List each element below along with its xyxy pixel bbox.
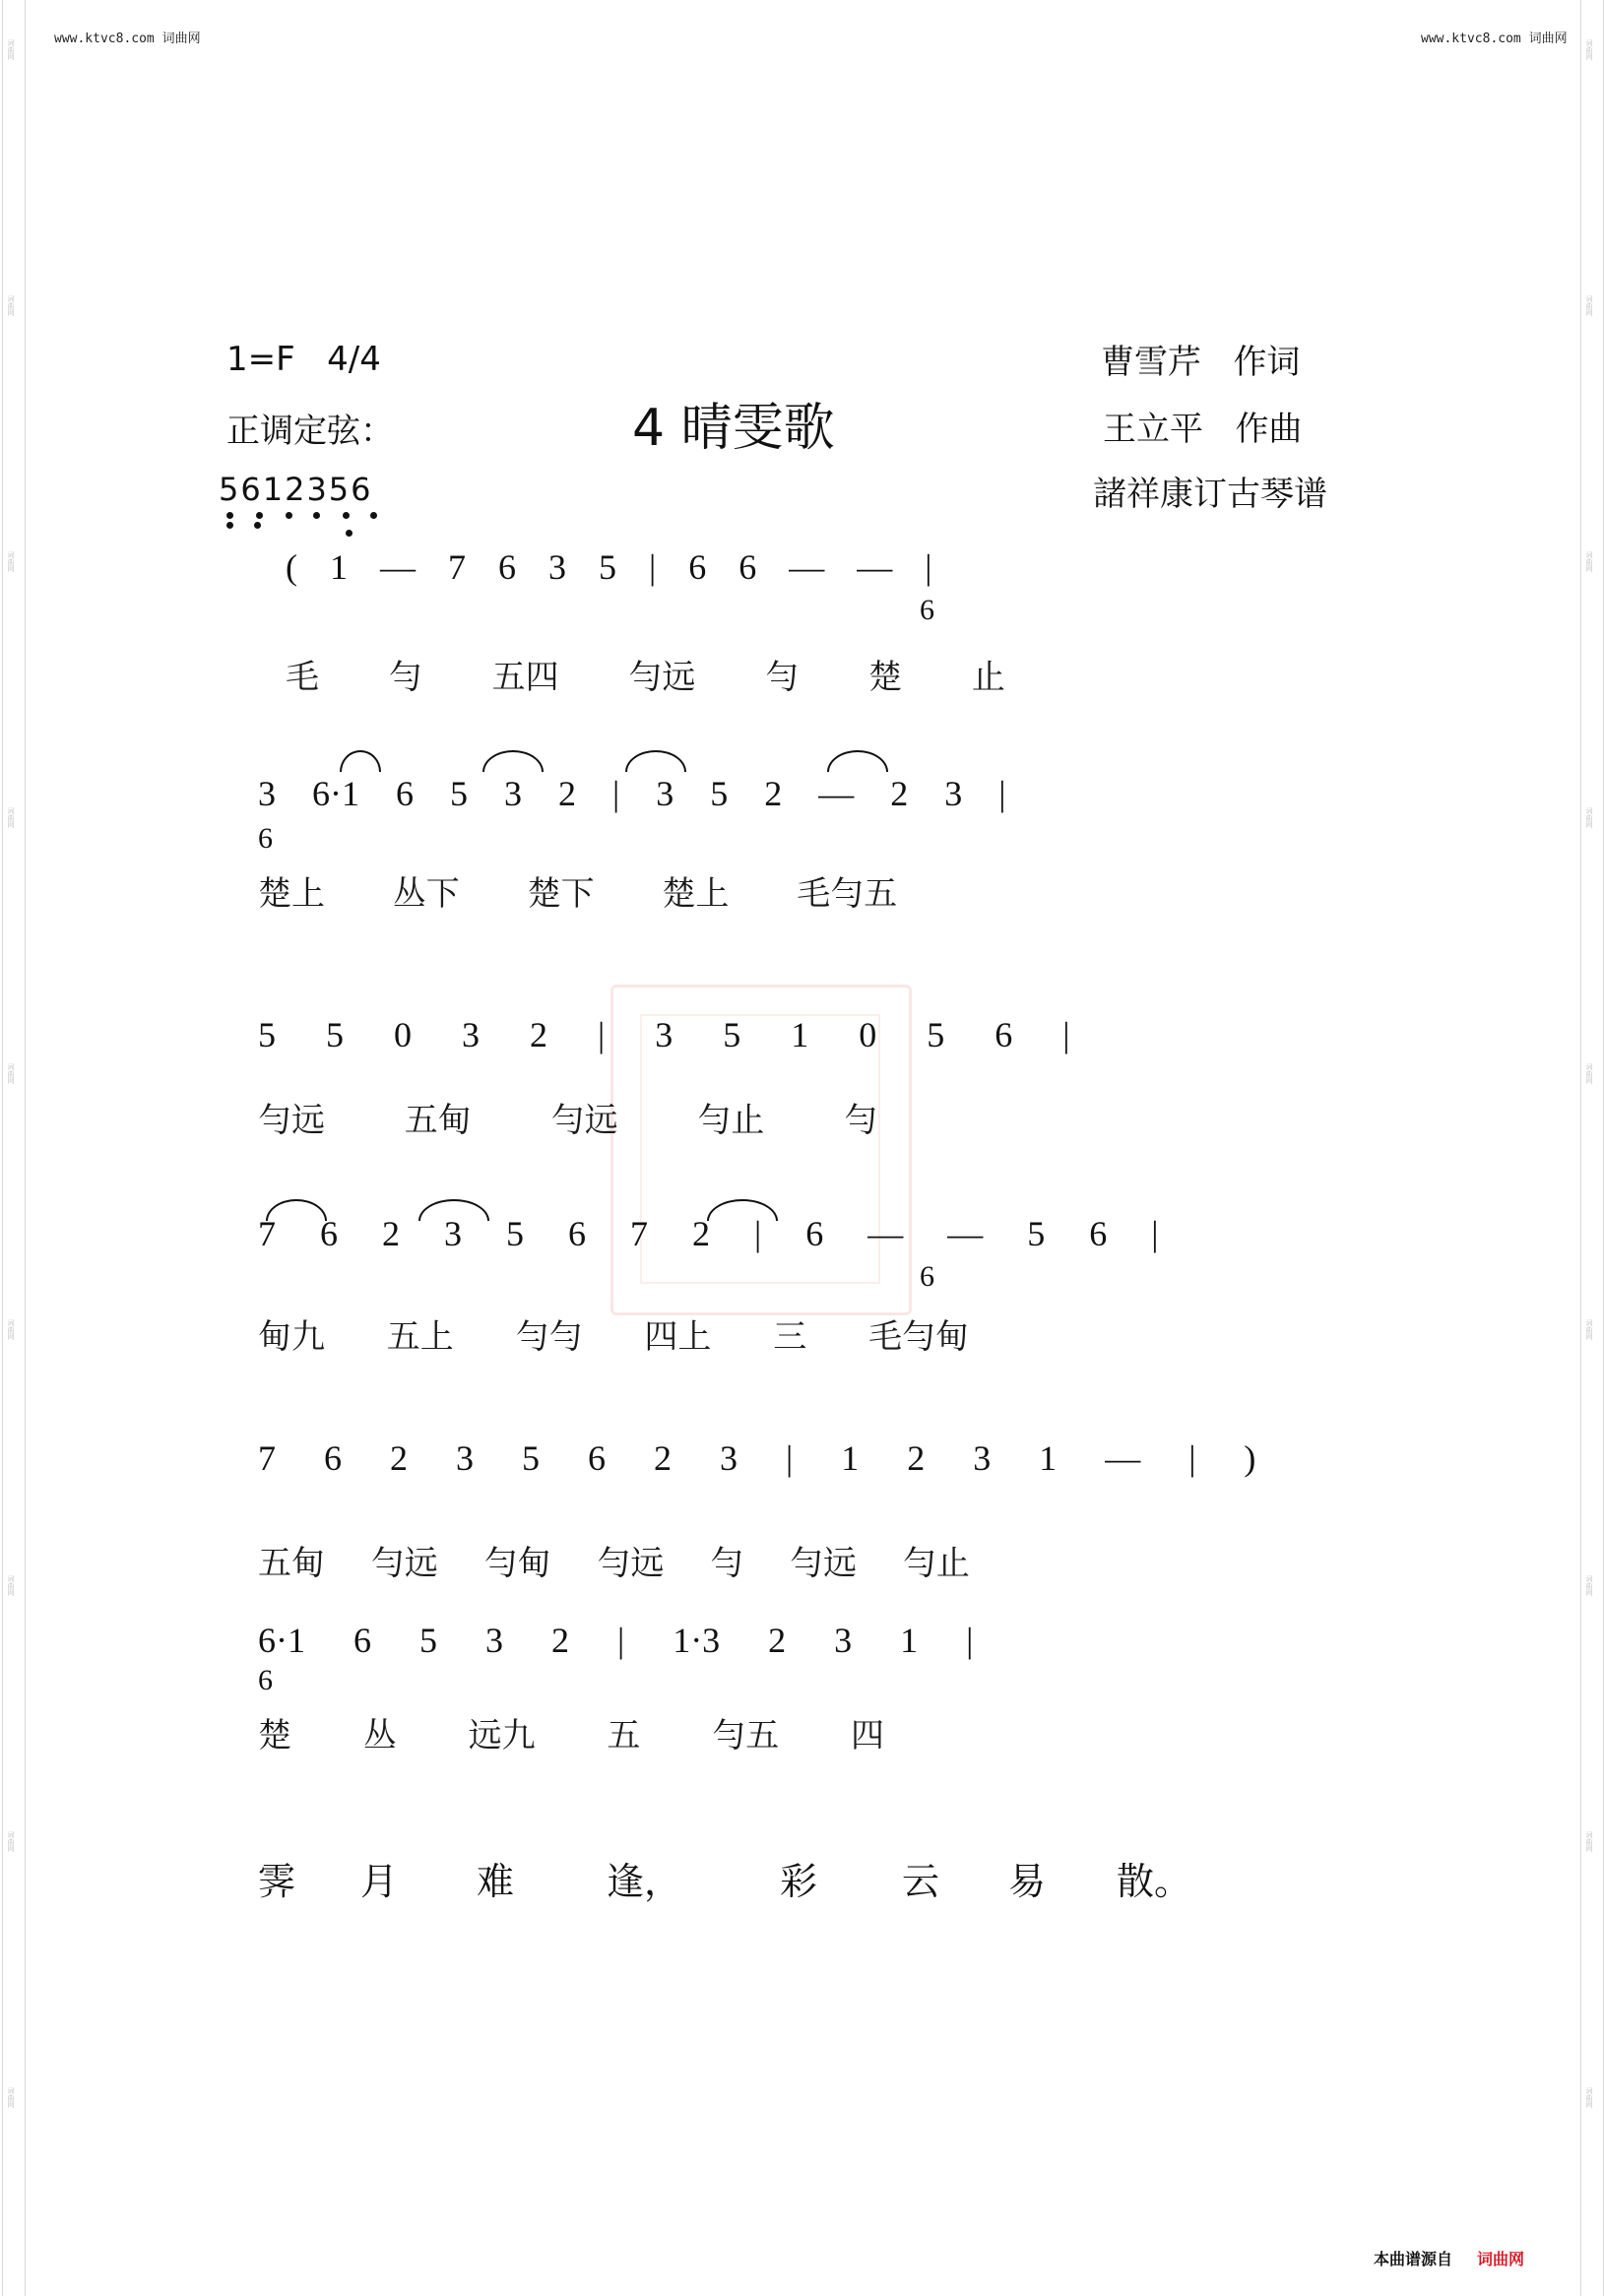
key-signature: 1=F 4/4 (226, 340, 381, 379)
site-header-right[interactable]: www.ktvc8.com 词曲网 (1421, 32, 1568, 46)
lyricist: 曹雪芹 作词 (1101, 343, 1301, 382)
notation-row-4-below: 6 (920, 1260, 934, 1293)
notation-row-2: 3 6·1 6 5 3 2 | 3 5 2 — 2 3 | (258, 774, 1006, 813)
lyric-char: 彩 (780, 1860, 818, 1903)
lyric-char: 易 (1008, 1860, 1047, 1903)
tablature-row-1: 毛 勻 五四 勻远 勻 楚 止 (286, 658, 1005, 697)
footer-brand-link[interactable]: 词曲网 (1477, 2250, 1525, 2268)
time-signature: 4/4 (327, 340, 381, 379)
lyric-char: 散。 (1117, 1860, 1192, 1903)
tablature-row-3: 勻远 五甸 勻远 勻止 勻 (258, 1101, 878, 1140)
notation-row-6-below: 6 (258, 1664, 273, 1696)
arranger: 諸祥康订古琴谱 (1093, 475, 1327, 514)
notation-row-2-below: 6 (258, 822, 273, 855)
notation-row-6: 6·1 6 5 3 2 | 1·3 2 3 1 | (258, 1621, 974, 1660)
notation-row-4: 7 6 2 3 5 6 7 2 | 6 — — 5 6 | (258, 1214, 1159, 1253)
footer-source-label: 本曲谱源自 (1374, 2250, 1453, 2268)
tuning-notes: 5612356 (219, 471, 373, 508)
notation-row-1-below: 6 (920, 594, 934, 626)
lyric-char: 云 (902, 1860, 940, 1903)
site-header-left[interactable]: www.ktvc8.com 词曲网 (54, 32, 201, 46)
notation-row-3: 5 5 0 3 2 | 3 5 1 0 5 6 | (258, 1015, 1070, 1054)
right-watermark-strip: 词曲网 词曲网 词曲网 词曲网 词曲网 词曲网 词曲网 词曲网 词曲网 (1580, 0, 1604, 2296)
page-title: 4 晴雯歌 (632, 399, 835, 458)
tablature-row-4: 甸九 五上 勻勻 四上 三 毛勻甸 (258, 1317, 970, 1357)
composer: 王立平 作曲 (1103, 410, 1303, 449)
lyricist-role: 作词 (1233, 343, 1301, 382)
notation-row-1: ( 1 — 7 6 3 5 | 6 6 — — | (286, 547, 932, 587)
lyric-char: 霁 (258, 1860, 296, 1903)
tuning-label: 正调定弦： (226, 412, 394, 451)
composer-role: 作曲 (1235, 410, 1303, 449)
lyric-char: 月 (360, 1860, 399, 1903)
left-watermark-strip: 词曲网 词曲网 词曲网 词曲网 词曲网 词曲网 词曲网 词曲网 词曲网 (2, 0, 26, 2296)
lyric-char: 难 (477, 1860, 515, 1903)
tablature-row-2: 楚上 丛下 楚下 楚上 毛勻五 (258, 874, 898, 914)
tablature-row-6: 楚 丛 远九 五 勻五 四 (258, 1716, 885, 1755)
tablature-row-5: 五甸 勻远 勻甸 勻远 勻 勻远 勻止 (258, 1544, 970, 1583)
lyric-char: 逢， (607, 1860, 682, 1903)
notation-row-5: 7 6 2 3 5 6 2 3 | 1 2 3 1 — | ) (258, 1438, 1256, 1478)
